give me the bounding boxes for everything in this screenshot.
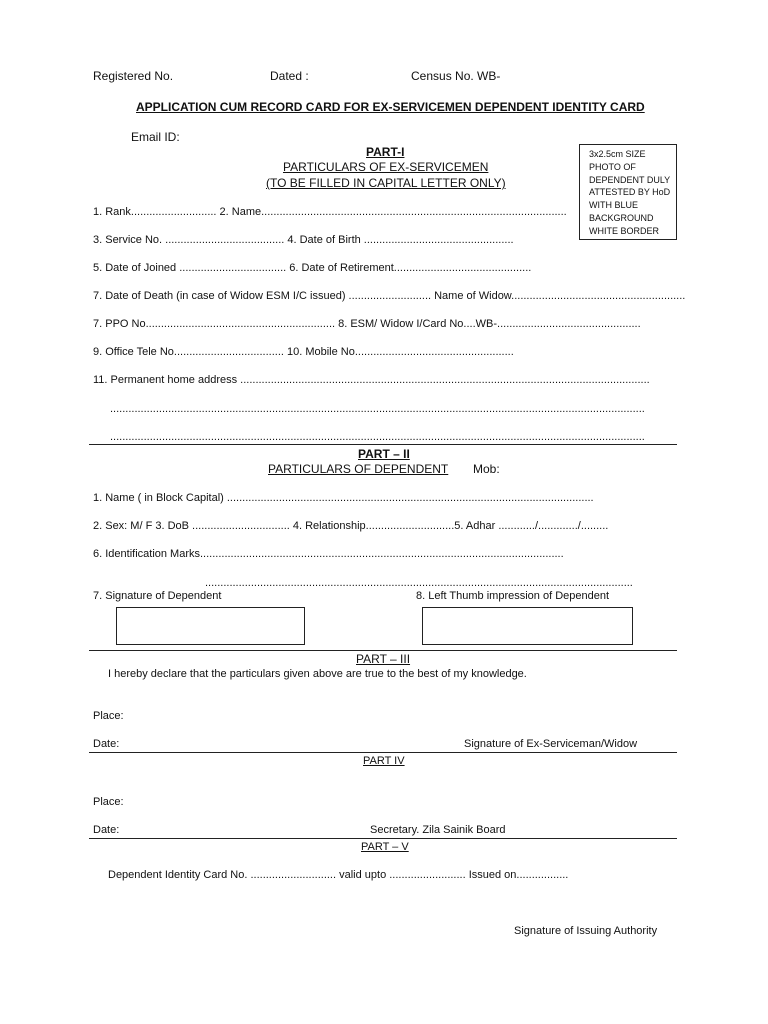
issuing-authority-signature-label: Signature of Issuing Authority — [514, 925, 658, 937]
dependent-signature-box[interactable] — [116, 607, 305, 645]
part1-heading: PART-I — [366, 145, 405, 159]
part1-row-service-dob: 3. Service No. ....................................... 4. Date of Birth ................................................. — [93, 234, 514, 246]
part2-row-identification-cont: ............................................................................................................................................ — [205, 577, 633, 589]
section-divider — [89, 650, 677, 651]
thumb-impression-box[interactable] — [422, 607, 633, 645]
part3-heading: PART – III — [356, 652, 411, 666]
declaration-text: I hereby declare that the particulars given above are true to the best of my knowledge. — [108, 668, 527, 680]
identity-card-details-line: Dependent Identity Card No. ............................ valid upto ......................... Issued on................. — [108, 869, 569, 881]
part2-mob-label: Mob: — [473, 462, 500, 476]
part4-heading: PART IV — [363, 755, 405, 767]
part4-place-label: Place: — [93, 796, 124, 808]
ex-serviceman-signature-label: Signature of Ex-Serviceman/Widow — [464, 738, 638, 750]
part4-date-label: Date: — [93, 824, 120, 836]
census-no-label: Census No. WB- — [411, 69, 501, 83]
photo-box-line: BACKGROUND — [589, 212, 654, 223]
section-divider — [89, 838, 677, 839]
photo-box — [579, 144, 677, 240]
thumb-impression-label: 8. Left Thumb impression of Dependent — [416, 590, 610, 602]
section-divider — [89, 752, 677, 753]
photo-box-line: WHITE BORDER — [589, 225, 660, 236]
part1-row-death-widow: 7. Date of Death (in case of Widow ESM I/C issued) ........................... Name of Widow......................................................... — [93, 290, 686, 302]
section-divider — [89, 444, 677, 445]
photo-box-line: PHOTO OF — [589, 161, 636, 172]
form-title: APPLICATION CUM RECORD CARD FOR EX-SERVICEMEN DEPENDENT IDENTITY CARD — [136, 100, 645, 114]
dependent-signature-label: 7. Signature of Dependent — [93, 590, 222, 602]
part2-row-name: 1. Name ( in Block Capital) ........................................................................................................................ — [93, 492, 594, 504]
zila-sainik-board-signature-label: Secretary. Zila Sainik Board — [370, 824, 506, 836]
photo-box-line: WITH BLUE — [589, 200, 639, 211]
part1-row-address-cont: ............................................................................................................................................................................... — [110, 403, 645, 415]
part2-subtitle: PARTICULARS OF DEPENDENT — [268, 462, 449, 476]
part3-date-label: Date: — [93, 738, 120, 750]
registered-no-label: Registered No. — [93, 69, 174, 83]
photo-box-line: 3x2.5cm SIZE — [589, 149, 646, 159]
dated-label: Dated : — [270, 69, 309, 83]
email-id-label: Email ID: — [131, 130, 180, 144]
photo-box-line: ATTESTED BY HoD — [589, 187, 671, 198]
part1-subtitle-note: (TO BE FILLED IN CAPITAL LETTER ONLY) — [266, 176, 506, 190]
part2-row-sex-dob: 2. Sex: M/ F 3. DoB ................................ 4. Relationship.............................5. Adhar ............/............./......... — [93, 520, 609, 532]
part1-row-rank-name: 1. Rank............................ 2. Name.................................................................................................... — [93, 206, 567, 218]
part2-heading: PART – II — [358, 447, 410, 461]
part1-row-address-cont: ............................................................................................................................................................................... — [110, 431, 645, 443]
photo-box-line: DEPENDENT DULY — [589, 174, 671, 185]
part1-row-tele-mobile: 9. Office Tele No.................................... 10. Mobile No.................................................... — [93, 346, 514, 358]
part1-row-address: 11. Permanent home address ...................................................................................................................................... — [93, 374, 650, 386]
part5-heading: PART – V — [361, 841, 409, 853]
part3-place-label: Place: — [93, 710, 124, 722]
part2-row-identification: 6. Identification Marks....................................................................................................................... — [93, 548, 564, 560]
part1-subtitle: PARTICULARS OF EX-SERVICEMEN — [283, 160, 489, 174]
part1-row-joined-retirement: 5. Date of Joined ................................... 6. Date of Retirement............................................. — [93, 262, 532, 274]
part1-row-ppo-icard: 7. PPO No.............................................................. 8. ESM/ Widow I/Card No....WB-............................................... — [93, 318, 641, 330]
